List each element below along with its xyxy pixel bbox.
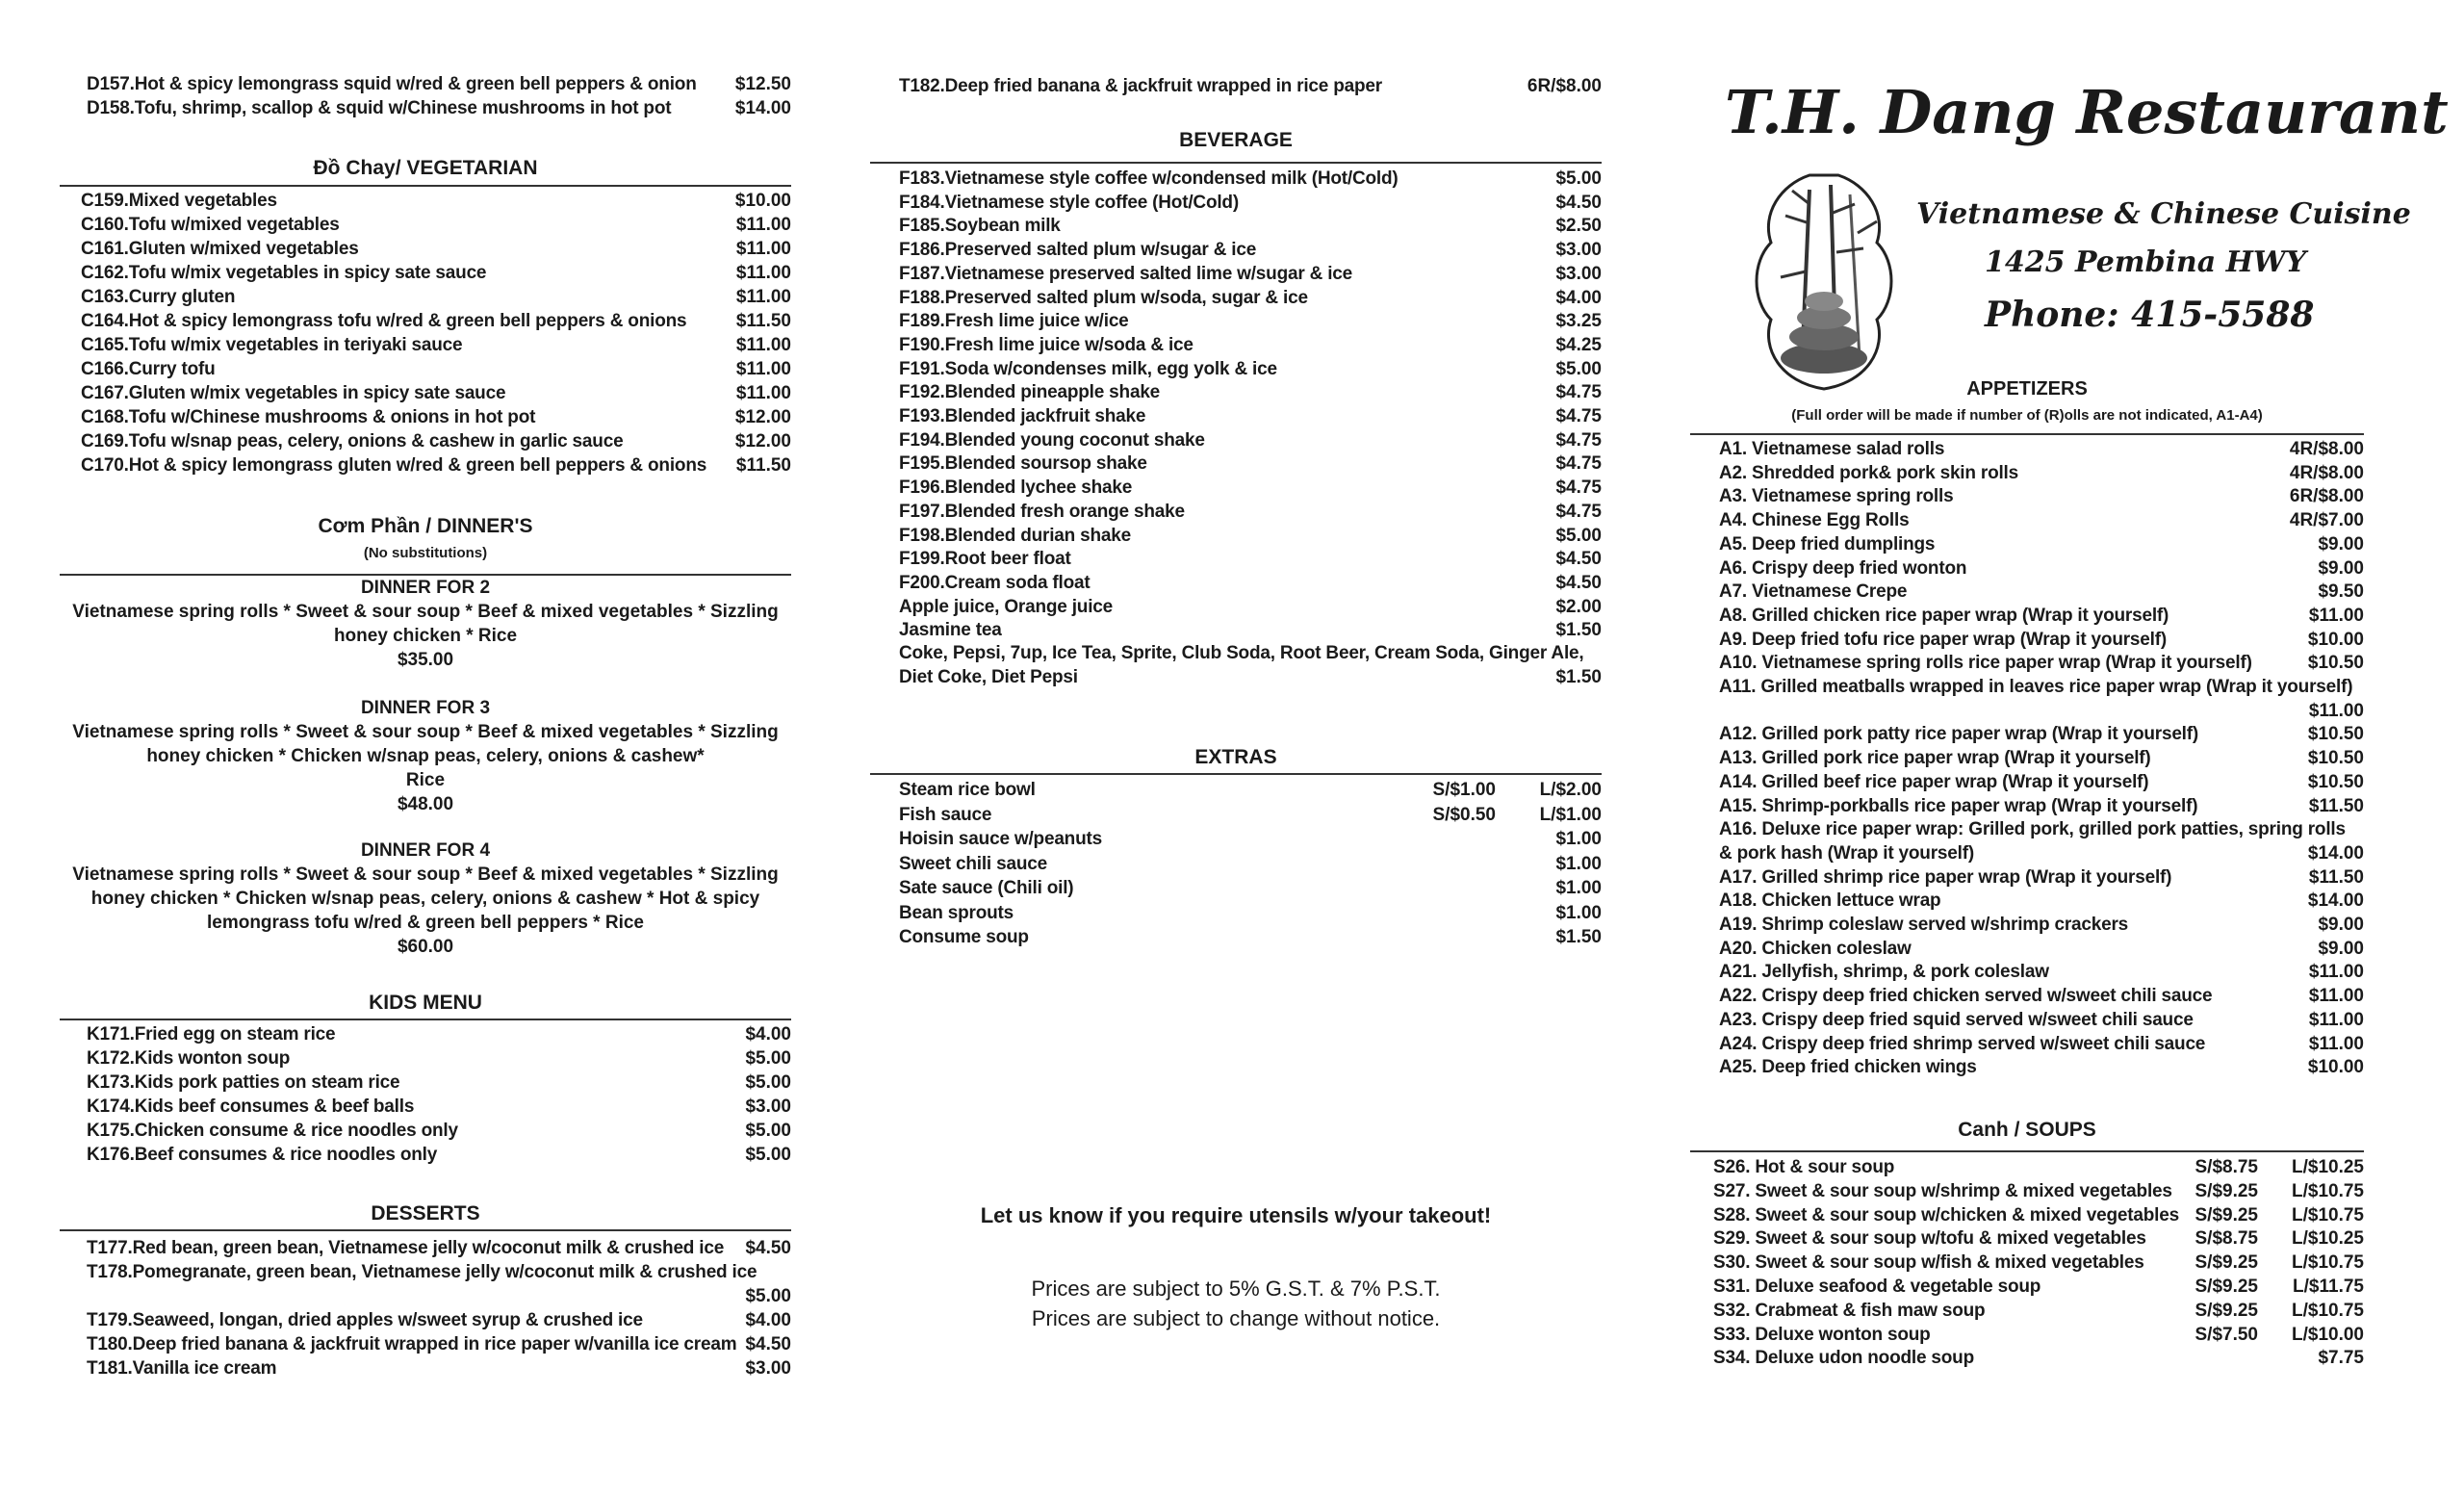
section-divider — [60, 574, 791, 576]
menu-item-label: K171.Fried egg on steam rice — [87, 1024, 336, 1045]
menu-item-price: $4.50 — [1555, 572, 1602, 593]
menu-item-label: A7. Vietnamese Crepe — [1719, 581, 1908, 603]
dinner-set-line: Vietnamese spring rolls * Sweet & sour soup * Beef & mixed vegetables * Sizzling — [72, 722, 779, 742]
menu-item-label: K174.Kids beef consumes & beef balls — [87, 1096, 415, 1117]
menu-item-price: $12.50 — [734, 74, 791, 94]
menu-item-label: F194.Blended young coconut shake — [899, 429, 1205, 451]
menu-item-price: $5.00 — [745, 1072, 791, 1093]
menu-item-label: F196.Blended lychee shake — [899, 477, 1133, 499]
menu-item-price: $4.00 — [1555, 287, 1602, 308]
menu-item-label: A22. Crispy deep fried chicken served w/sweet chili sauce — [1719, 986, 2213, 1007]
menu-item-price: $4.00 — [745, 1310, 791, 1330]
menu-item-price: $4.50 — [745, 1238, 791, 1258]
menu-item-price: $4.50 — [1555, 192, 1602, 213]
menu-item-price: $11.50 — [2308, 795, 2364, 816]
restaurant-name: T.H. Dang Restaurant — [1725, 77, 2449, 147]
menu-item-price: $5.00 — [745, 1145, 791, 1165]
menu-item-label: A8. Grilled chicken rice paper wrap (Wrap it yourself) — [1719, 605, 2169, 626]
menu-item-label: T182.Deep fried banana & jackfruit wrapped in rice paper — [899, 76, 1382, 96]
menu-item-label: Bean sprouts — [899, 902, 1014, 923]
menu-item-price: $3.00 — [1555, 240, 1602, 261]
section-divider — [870, 773, 1602, 775]
menu-item-label: A3. Vietnamese spring rolls — [1719, 486, 1954, 507]
menu-item-label: F199.Root beer float — [899, 549, 1071, 570]
menu-item-price: $4.50 — [745, 1334, 791, 1354]
menu-item-label: F188.Preserved salted plum w/soda, sugar & ice — [899, 287, 1308, 308]
menu-item-price: $11.00 — [735, 359, 791, 379]
menu-item-price: $9.00 — [2318, 533, 2364, 555]
menu-item-price: $4.50 — [1555, 549, 1602, 570]
menu-item-price: $1.00 — [1555, 853, 1602, 874]
dinner-set-line: honey chicken * Chicken w/snap peas, celery, onions & cashew * Hot & spicy — [90, 889, 760, 909]
menu-item-price: $2.50 — [1555, 216, 1602, 237]
menu-item-label: S29. Sweet & sour soup w/tofu & mixed vegetables — [1713, 1228, 2146, 1250]
menu-item-label: A6. Crispy deep fried wonton — [1719, 557, 1967, 579]
menu-item-price: $1.50 — [1555, 927, 1602, 947]
menu-item-price: $4.00 — [745, 1024, 791, 1045]
menu-item-label: F197.Blended fresh orange shake — [899, 501, 1185, 522]
menu-item-label: C165.Tofu w/mix vegetables in teriyaki sauce — [81, 335, 463, 355]
menu-item-price: $11.00 — [735, 263, 791, 283]
menu-item-price: $10.00 — [734, 191, 791, 211]
menu-item-label: C168.Tofu w/Chinese mushrooms & onions in hot pot — [81, 407, 536, 427]
section-divider — [60, 1019, 791, 1020]
menu-item-label: F184.Vietnamese style coffee (Hot/Cold) — [899, 192, 1239, 213]
dinners-subtitle: (No substitutions) — [363, 545, 488, 561]
menu-item-label: A16. Deluxe rice paper wrap: Grilled pork, grilled pork patties, spring rolls — [1719, 819, 2346, 840]
menu-item-price: L/$1.00 — [1539, 804, 1602, 825]
menu-item-label: A24. Crispy deep fried shrimp served w/sweet chili sauce — [1719, 1033, 2206, 1054]
menu-item-price: $4.75 — [1555, 382, 1602, 403]
menu-item-label: C170.Hot & spicy lemongrass gluten w/red & green bell peppers & onions — [81, 455, 707, 476]
menu-item-price: $11.00 — [2308, 962, 2364, 983]
menu-item-label: A23. Crispy deep fried squid served w/sweet chili sauce — [1719, 1009, 2194, 1030]
menu-item-label: S33. Deluxe wonton soup — [1713, 1324, 1931, 1345]
menu-item-label: Jasmine tea — [899, 620, 1002, 641]
menu-item-price: $11.00 — [735, 215, 791, 235]
menu-item-label: S26. Hot & sour soup — [1713, 1157, 1895, 1177]
menu-item-price: $10.50 — [2307, 771, 2364, 792]
dinner-set-name: DINNER FOR 4 — [360, 840, 491, 861]
menu-item-price: $11.00 — [735, 287, 791, 307]
menu-item-label: A25. Deep fried chicken wings — [1719, 1057, 1977, 1078]
menu-item-label: T180.Deep fried banana & jackfruit wrapped in rice paper w/vanilla ice cream — [87, 1334, 737, 1354]
menu-item-label: D157.Hot & spicy lemongrass squid w/red & green bell peppers & onion — [87, 74, 697, 94]
dinner-set-price: $48.00 — [397, 794, 454, 814]
menu-item-price: $3.25 — [1555, 311, 1602, 332]
menu-item-label: C160.Tofu w/mixed vegetables — [81, 215, 340, 235]
menu-item-small-price: S/$0.50 — [1432, 804, 1496, 825]
menu-item-price: $14.00 — [2307, 842, 2364, 864]
menu-item-label: A20. Chicken coleslaw — [1719, 938, 1912, 959]
menu-item-small-price: S/$9.25 — [2194, 1180, 2258, 1201]
dinner-set-name: DINNER FOR 2 — [360, 578, 491, 598]
menu-item-label: S27. Sweet & sour soup w/shrimp & mixed vegetables — [1713, 1180, 2172, 1201]
menu-item-label: A10. Vietnamese spring rolls rice paper wrap (Wrap it yourself) — [1719, 653, 2252, 674]
menu-item-price: $4.75 — [1555, 429, 1602, 451]
dinner-set-line: lemongrass tofu w/red & green bell peppers * Rice — [206, 913, 644, 933]
menu-item-label: C167.Gluten w/mix vegetables in spicy sate sauce — [81, 383, 506, 403]
menu-item-small-price: S/$9.25 — [2194, 1300, 2258, 1321]
menu-item-label: F187.Vietnamese preserved salted lime w/sugar & ice — [899, 263, 1353, 284]
menu-item-label: F200.Cream soda float — [899, 572, 1091, 593]
kids-menu-title: KIDS MENU — [369, 992, 482, 1014]
menu-item-label: T179.Seaweed, longan, dried apples w/sweet syrup & crushed ice — [87, 1310, 643, 1330]
menu-item-label: T177.Red bean, green bean, Vietnamese jelly w/coconut milk & crushed ice — [87, 1238, 725, 1258]
menu-item-small-price: S/$7.50 — [2194, 1324, 2258, 1345]
utensils-note: Let us know if you require utensils w/your takeout! — [980, 1203, 1492, 1227]
menu-item-label: T178.Pomegranate, green bean, Vietnamese jelly w/coconut milk & crushed ice — [87, 1262, 757, 1282]
menu-item-label: A15. Shrimp-porkballs rice paper wrap (Wrap it yourself) — [1719, 795, 2198, 816]
menu-item-small-price: S/$8.75 — [2194, 1157, 2258, 1177]
menu-item-label: A1. Vietnamese salad rolls — [1719, 439, 1945, 459]
menu-item-price: $5.00 — [1555, 168, 1602, 189]
menu-item-price: $10.50 — [2307, 724, 2364, 745]
menu-item-price: $9.00 — [2318, 557, 2364, 579]
menu-item-label: F198.Blended durian shake — [899, 525, 1132, 546]
dinners-title: Cơm Phần / DINNER'S — [318, 515, 533, 537]
menu-item-label: K172.Kids wonton soup — [87, 1048, 291, 1069]
menu-item-price: $14.00 — [2307, 890, 2364, 912]
dinner-set-line: Vietnamese spring rolls * Sweet & sour soup * Beef & mixed vegetables * Sizzling — [72, 602, 779, 622]
menu-item-price: $3.00 — [1555, 263, 1602, 284]
menu-item-price: $11.00 — [2308, 700, 2364, 721]
beverage-title: BEVERAGE — [1179, 129, 1293, 151]
section-divider — [870, 162, 1602, 164]
menu-item-price: L/$10.75 — [2292, 1300, 2364, 1321]
section-divider — [1690, 1150, 2364, 1152]
menu-item-price: 6R/$8.00 — [2289, 486, 2364, 507]
menu-item-label: Apple juice, Orange juice — [899, 596, 1114, 617]
menu-item-price: 4R/$7.00 — [2289, 510, 2364, 531]
menu-item-price: $1.00 — [1555, 878, 1602, 898]
menu-item-label: S30. Sweet & sour soup w/fish & mixed vegetables — [1713, 1252, 2144, 1274]
menu-item-price: $4.75 — [1555, 501, 1602, 522]
menu-item-small-price: S/$9.25 — [2194, 1252, 2258, 1274]
menu-item-price: $5.00 — [1555, 525, 1602, 546]
menu-item-label: C163.Curry gluten — [81, 287, 236, 307]
menu-item-price: $12.00 — [734, 431, 791, 451]
menu-item-small-price: S/$8.75 — [2194, 1228, 2258, 1250]
menu-item-label: Hoisin sauce w/peanuts — [899, 829, 1102, 849]
menu-item-price: $9.00 — [2318, 938, 2364, 959]
dinner-set-name: DINNER FOR 3 — [360, 698, 491, 718]
menu-item-label: Steam rice bowl — [899, 780, 1036, 800]
soft-drinks-price: $1.50 — [1555, 667, 1602, 687]
menu-item-label: A4. Chinese Egg Rolls — [1719, 510, 1910, 531]
menu-item-label: C159.Mixed vegetables — [81, 191, 277, 211]
menu-item-label: Consume soup — [899, 927, 1029, 947]
menu-item-price: $11.00 — [735, 335, 791, 355]
menu-item-label: A9. Deep fried tofu rice paper wrap (Wrap it yourself) — [1719, 629, 2167, 650]
menu-item-price: $11.50 — [2308, 866, 2364, 888]
menu-item-label: S32. Crabmeat & fish maw soup — [1713, 1300, 1986, 1321]
menu-item-label: C166.Curry tofu — [81, 359, 216, 379]
menu-item-label: K176.Beef consumes & rice noodles only — [87, 1145, 438, 1165]
menu-item-price: $11.00 — [735, 239, 791, 259]
dinner-set-line: Vietnamese spring rolls * Sweet & sour soup * Beef & mixed vegetables * Sizzling — [72, 864, 779, 885]
section-divider — [1690, 433, 2364, 435]
menu-item-price: $4.75 — [1555, 477, 1602, 499]
menu-item-price: 4R/$8.00 — [2289, 439, 2364, 459]
menu-item-label: F195.Blended soursop shake — [899, 453, 1147, 475]
menu-item-price: L/$10.25 — [2292, 1228, 2364, 1250]
menu-item-price: $11.00 — [2308, 986, 2364, 1007]
menu-item-label: Sweet chili sauce — [899, 853, 1047, 874]
menu-item-price: L/$10.25 — [2292, 1157, 2364, 1177]
menu-item-label: C162.Tofu w/mix vegetables in spicy sate sauce — [81, 263, 487, 283]
menu-item-price: $9.00 — [2318, 915, 2364, 935]
menu-item-price: $10.50 — [2307, 653, 2364, 674]
menu-item-price: $12.00 — [734, 407, 791, 427]
dinner-set-line: Rice — [405, 770, 446, 790]
menu-item-price: 4R/$8.00 — [2289, 462, 2364, 483]
menu-item-label: D158.Tofu, shrimp, scallop & squid w/Chinese mushrooms in hot pot — [87, 98, 672, 118]
restaurant-cuisine: Vietnamese & Chinese Cuisine — [1916, 197, 2411, 231]
menu-item-label: F183.Vietnamese style coffee w/condensed milk (Hot/Cold) — [899, 168, 1399, 189]
menu-item-label: S31. Deluxe seafood & vegetable soup — [1713, 1277, 2041, 1297]
menu-item-label: & pork hash (Wrap it yourself) — [1719, 842, 1974, 864]
menu-item-price: $7.75 — [2318, 1348, 2364, 1369]
menu-item-price: $11.00 — [2308, 1033, 2364, 1054]
soft-drinks-line-1: Coke, Pepsi, 7up, Ice Tea, Sprite, Club Soda, Root Beer, Cream Soda, Ginger Ale, — [899, 643, 1584, 663]
appetizers-title: APPETIZERS — [1966, 378, 2088, 400]
restaurant-address: 1425 Pembina HWY — [1985, 245, 2307, 279]
menu-item-label: T181.Vanilla ice cream — [87, 1358, 277, 1379]
extras-title: EXTRAS — [1194, 746, 1277, 768]
menu-item-price: $10.00 — [2307, 629, 2364, 650]
menu-item-label: K173.Kids pork patties on steam rice — [87, 1072, 400, 1093]
menu-item-price: $11.00 — [2308, 1009, 2364, 1030]
menu-item-label: Fish sauce — [899, 804, 992, 825]
dinner-set-line: honey chicken * Chicken w/snap peas, celery, onions & cashew* — [146, 746, 705, 766]
menu-item-small-price: S/$1.00 — [1432, 780, 1496, 800]
menu-item-price: $1.00 — [1555, 829, 1602, 849]
menu-item-price: $9.50 — [2318, 581, 2364, 603]
menu-item-label: F193.Blended jackfruit shake — [899, 406, 1146, 426]
restaurant-phone: Phone: 415-5588 — [1985, 295, 2315, 335]
menu-item-label: F192.Blended pineapple shake — [899, 382, 1161, 403]
menu-item-price: 6R/$8.00 — [1527, 76, 1602, 96]
dinner-set-price: $35.00 — [397, 650, 454, 670]
menu-item-label: Sate sauce (Chili oil) — [899, 878, 1074, 898]
menu-item-price: $2.00 — [1555, 596, 1602, 617]
appetizers-note: (Full order will be made if number of (R)olls are not indicated, A1-A4) — [1791, 407, 2263, 424]
menu-item-small-price: S/$9.25 — [2194, 1277, 2258, 1297]
menu-item-price: $5.00 — [745, 1286, 791, 1306]
soft-drinks-line-2: Diet Coke, Diet Pepsi — [899, 667, 1078, 687]
menu-item-price: $14.00 — [734, 98, 791, 118]
menu-item-price: $4.75 — [1555, 406, 1602, 426]
menu-item-price: $11.50 — [735, 455, 791, 476]
menu-item-label: A18. Chicken lettuce wrap — [1719, 890, 1941, 912]
menu-item-price: $1.00 — [1555, 902, 1602, 923]
menu-item-label: K175.Chicken consume & rice noodles only — [87, 1121, 458, 1141]
menu-item-label: A5. Deep fried dumplings — [1719, 533, 1936, 555]
menu-item-label: A12. Grilled pork patty rice paper wrap (Wrap it yourself) — [1719, 724, 2199, 745]
menu-item-label: A21. Jellyfish, shrimp, & pork coleslaw — [1719, 962, 2049, 983]
menu-item-label: A17. Grilled shrimp rice paper wrap (Wrap it yourself) — [1719, 866, 2172, 888]
menu-item-price: $5.00 — [1555, 358, 1602, 379]
tax-note: Prices are subject to 5% G.S.T. & 7% P.S.T. — [1031, 1277, 1441, 1301]
menu-item-price: $4.25 — [1555, 334, 1602, 355]
soups-title: Canh / SOUPS — [1958, 1119, 2096, 1141]
dinner-set-price: $60.00 — [397, 937, 454, 957]
menu-item-price: $5.00 — [745, 1121, 791, 1141]
menu-item-label: F190.Fresh lime juice w/soda & ice — [899, 334, 1194, 355]
vegetarian-title: Đồ Chay/ VEGETARIAN — [313, 157, 538, 179]
menu-item-price: L/$2.00 — [1539, 780, 1602, 800]
menu-item-price: $10.50 — [2307, 748, 2364, 769]
menu-item-price: L/$10.75 — [2292, 1204, 2364, 1225]
menu-item-label: C164.Hot & spicy lemongrass tofu w/red & green bell peppers & onions — [81, 311, 687, 331]
menu-item-label: F186.Preserved salted plum w/sugar & ice — [899, 240, 1257, 261]
menu-item-label: F185.Soybean milk — [899, 216, 1061, 237]
price-change-note: Prices are subject to change without notice. — [1031, 1306, 1441, 1330]
menu-item-price: $5.00 — [745, 1048, 791, 1069]
bamboo-stone-logo — [1742, 166, 1906, 397]
menu-item-price: $10.00 — [2307, 1057, 2364, 1078]
menu-item-price: $11.00 — [2308, 605, 2364, 626]
menu-item-label: C169.Tofu w/snap peas, celery, onions & cashew in garlic sauce — [81, 431, 624, 451]
menu-item-price: L/$10.75 — [2292, 1180, 2364, 1201]
menu-item-price: $11.50 — [735, 311, 791, 331]
menu-item-price: L/$10.00 — [2292, 1324, 2364, 1345]
menu-item-price: $3.00 — [745, 1358, 791, 1379]
menu-item-label: A2. Shredded pork& pork skin rolls — [1719, 462, 2018, 483]
menu-item-price: $1.50 — [1555, 620, 1602, 641]
menu-item-label: A19. Shrimp coleslaw served w/shrimp crackers — [1719, 915, 2129, 935]
menu-item-label: S34. Deluxe udon noodle soup — [1713, 1348, 1974, 1369]
menu-item-price: L/$11.75 — [2293, 1277, 2364, 1297]
menu-item-label: A14. Grilled beef rice paper wrap (Wrap it yourself) — [1719, 771, 2149, 792]
menu-item-small-price: S/$9.25 — [2194, 1204, 2258, 1225]
menu-item-price: $11.00 — [735, 383, 791, 403]
section-divider — [60, 1229, 791, 1231]
dinner-set-line: honey chicken * Rice — [333, 626, 518, 646]
menu-item-label: S28. Sweet & sour soup w/chicken & mixed vegetables — [1713, 1204, 2179, 1225]
menu-item-price: $3.00 — [745, 1096, 791, 1117]
desserts-title: DESSERTS — [371, 1202, 480, 1225]
section-divider — [60, 185, 791, 187]
menu-item-price: L/$10.75 — [2292, 1252, 2364, 1274]
menu-item-label: A11. Grilled meatballs wrapped in leaves rice paper wrap (Wrap it yourself) — [1719, 677, 2353, 697]
menu-item-price: $4.75 — [1555, 453, 1602, 475]
menu-item-label: C161.Gluten w/mixed vegetables — [81, 239, 359, 259]
menu-item-label: F191.Soda w/condenses milk, egg yolk & ice — [899, 358, 1277, 379]
menu-item-label: F189.Fresh lime juice w/ice — [899, 311, 1129, 332]
menu-item-label: A13. Grilled pork rice paper wrap (Wrap it yourself) — [1719, 748, 2151, 769]
